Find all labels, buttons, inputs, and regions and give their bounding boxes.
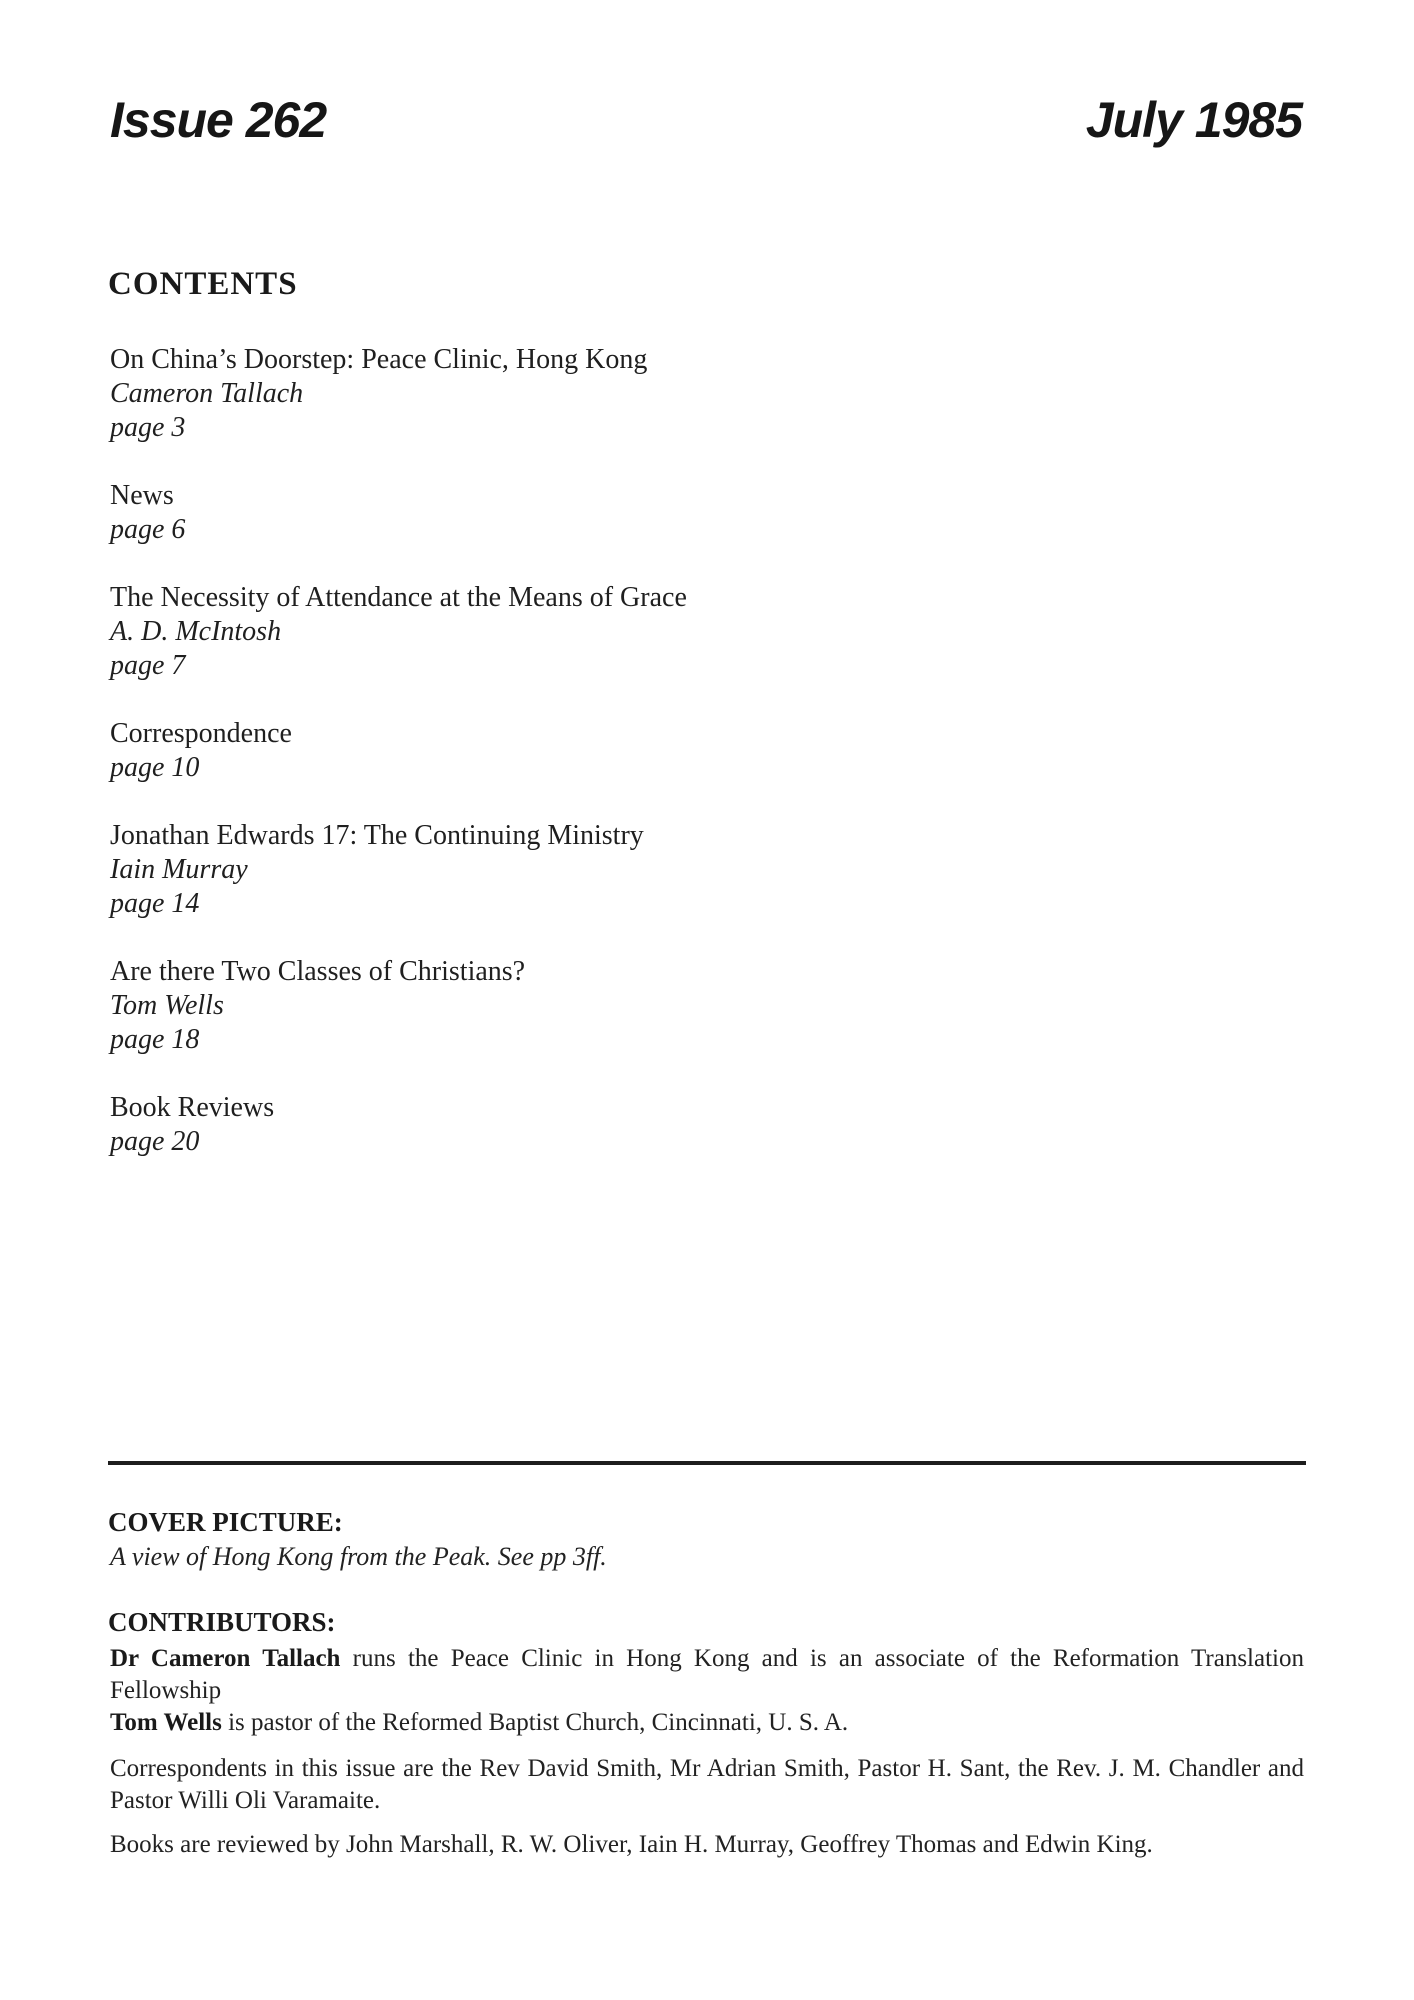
toc-entry-title: The Necessity of Attendance at the Means of Grace [110, 582, 687, 613]
toc-entry-page: page 3 [110, 412, 186, 443]
toc-entry-page: page 18 [110, 1024, 200, 1055]
contributors-label: CONTRIBUTORS: [108, 1607, 336, 1637]
correspondents-paragraph: Correspondents in this issue are the Rev David Smith, Mr Adrian Smith, Pastor H. Sant, the Rev. J. M. Chandler and Pastor Willi Oli Varamaite. [110, 1755, 1304, 1814]
toc-entry-title: Book Reviews [110, 1092, 275, 1123]
toc-entry-title: Correspondence [110, 718, 292, 749]
toc-entry-title: News [110, 480, 174, 511]
toc-entry [110, 581, 1306, 683]
toc-entry-author: A. D. McIntosh [110, 616, 282, 647]
toc-entry-title: Jonathan Edwards 17: The Continuing Ministry [110, 820, 644, 851]
contributors-block [110, 1643, 1304, 1739]
divider-rule [108, 1461, 1306, 1465]
issue-date: July 1985 [1085, 92, 1302, 148]
toc-entry-title: On China’s Doorstep: Peace Clinic, Hong Kong [110, 344, 648, 375]
contributor-bio: is pastor of the Reformed Baptist Church, Cincinnati, U. S. A. [221, 1709, 849, 1736]
contributor-bio: runs the Peace Clinic in Hong Kong and is an associate of the Reformation Translation Fellowship [110, 1645, 1304, 1704]
toc-entry [110, 1091, 1306, 1159]
toc-entry-page: page 10 [110, 752, 200, 783]
cover-picture-caption: A view of Hong Kong from the Peak. See pp 3ff. [110, 1542, 607, 1571]
contributor-entry [110, 1643, 1304, 1707]
toc-entry-author: Cameron Tallach [110, 378, 304, 409]
contributor-entry [110, 1707, 1304, 1739]
toc-entry-title: Are there Two Classes of Christians? [110, 956, 526, 987]
table-of-contents [110, 343, 1306, 1193]
toc-entry [110, 819, 1306, 921]
toc-entry-page: page 6 [110, 514, 186, 545]
issue-number: Issue 262 [110, 92, 327, 148]
toc-entry [110, 479, 1306, 547]
contributor-name: Tom Wells [110, 1709, 222, 1736]
toc-entry-author: Tom Wells [110, 990, 224, 1021]
toc-entry-page: page 20 [110, 1126, 200, 1157]
contributor-name: Dr Cameron Tallach [110, 1645, 341, 1672]
cover-picture-label: COVER PICTURE: [108, 1507, 343, 1537]
book-reviewers-paragraph: Books are reviewed by John Marshall, R. W. Oliver, Iain H. Murray, Geoffrey Thomas and Edwin King. [110, 1831, 1153, 1858]
toc-entry [110, 955, 1306, 1057]
toc-entry-page: page 14 [110, 888, 200, 919]
toc-entry-page: page 7 [110, 650, 186, 681]
contents-heading: CONTENTS [108, 266, 298, 302]
toc-entry-author: Iain Murray [110, 854, 248, 885]
toc-entry [110, 343, 1306, 445]
toc-entry [110, 717, 1306, 785]
